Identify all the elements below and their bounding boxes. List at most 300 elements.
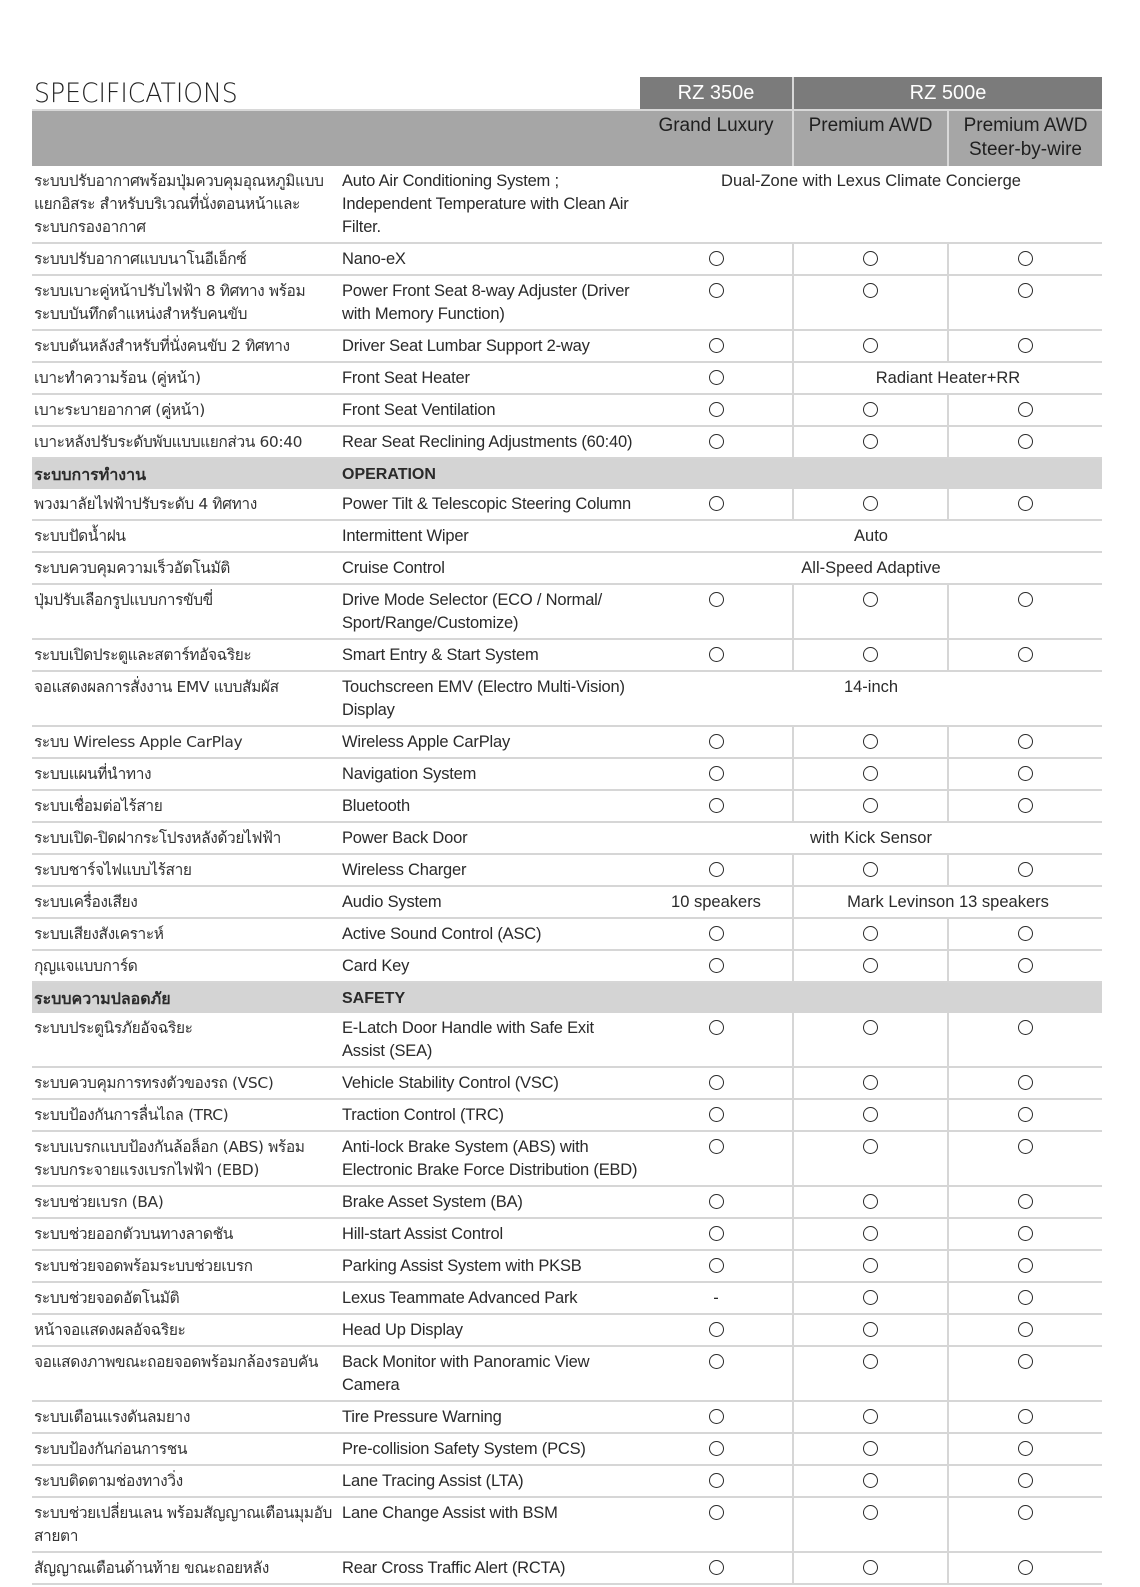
table-row xyxy=(32,330,1102,362)
feature-name-thai: จอแสดงภาพขณะถอยจอดพร้อมกล้องรอบคัน xyxy=(32,1346,338,1401)
circle-outline-icon xyxy=(863,402,878,417)
feature-name-english: Rear Cross Traffic Alert (RCTA) xyxy=(338,1552,640,1584)
value-cell xyxy=(793,275,948,330)
model-header-blank xyxy=(32,77,640,110)
circle-outline-icon xyxy=(863,592,878,607)
feature-name-thai: พวงมาลัยไฟฟ้าปรับระดับ 4 ทิศทาง xyxy=(32,489,338,520)
circle-outline-icon xyxy=(1018,958,1033,973)
value-cell xyxy=(793,1067,948,1099)
value-cell xyxy=(793,489,948,520)
value-cell xyxy=(793,726,948,758)
table-row xyxy=(32,918,1102,950)
value-cell xyxy=(948,1497,1102,1552)
specifications-table xyxy=(32,77,1102,1585)
value-cell xyxy=(640,790,793,822)
circle-outline-icon xyxy=(709,766,724,781)
feature-name-english: Wireless Charger xyxy=(338,854,640,886)
table-row xyxy=(32,639,1102,671)
table-row xyxy=(32,520,1102,552)
circle-outline-icon xyxy=(863,1354,878,1369)
circle-outline-icon xyxy=(1018,1290,1033,1305)
value-cell xyxy=(640,726,793,758)
table-row xyxy=(32,790,1102,822)
value-cell xyxy=(793,950,948,982)
feature-name-english: Head Up Display xyxy=(338,1314,640,1346)
value-cell xyxy=(793,1346,948,1401)
feature-name-english: Hill-start Assist Control xyxy=(338,1218,640,1250)
circle-outline-icon xyxy=(709,958,724,973)
circle-outline-icon xyxy=(709,251,724,266)
circle-outline-icon xyxy=(1018,1322,1033,1337)
circle-outline-icon xyxy=(863,251,878,266)
feature-name-thai: ระบบป้องกันก่อนการชน xyxy=(32,1433,338,1465)
value-cell xyxy=(948,1314,1102,1346)
value-cell xyxy=(948,1346,1102,1401)
value-cell xyxy=(948,394,1102,426)
table-row xyxy=(32,726,1102,758)
section-row xyxy=(32,982,1102,1013)
feature-name-english: Front Seat Ventilation xyxy=(338,394,640,426)
table-row xyxy=(32,1282,1102,1314)
feature-name-english: Card Key xyxy=(338,950,640,982)
feature-name-thai: สัญญาณเตือนด้านท้าย ขณะถอยหลัง xyxy=(32,1552,338,1584)
section-title-thai: ระบบการทำงาน xyxy=(32,458,338,489)
value-cell xyxy=(640,639,793,671)
value-cell xyxy=(793,639,948,671)
feature-name-english: Parking Assist System with PKSB xyxy=(338,1250,640,1282)
feature-name-english: Tire Pressure Warning xyxy=(338,1401,640,1433)
circle-outline-icon xyxy=(863,862,878,877)
circle-outline-icon xyxy=(863,958,878,973)
value-cell xyxy=(640,1186,793,1218)
value-cell xyxy=(640,426,793,458)
value-cell xyxy=(640,1346,793,1401)
value-cell xyxy=(948,1131,1102,1186)
circle-outline-icon xyxy=(1018,926,1033,941)
circle-outline-icon xyxy=(1018,338,1033,353)
value-text-cell: Radiant Heater+RR xyxy=(793,362,1102,394)
feature-name-thai: ระบบเปิด-ปิดฝากระโปรงหลังด้วยไฟฟ้า xyxy=(32,822,338,854)
table-row xyxy=(32,854,1102,886)
circle-outline-icon xyxy=(709,1258,724,1273)
value-text-cell: 14-inch xyxy=(640,671,1102,726)
feature-name-thai: ระบบ Wireless Apple CarPlay xyxy=(32,726,338,758)
circle-outline-icon xyxy=(863,1409,878,1424)
table-row xyxy=(32,671,1102,726)
circle-outline-icon xyxy=(709,798,724,813)
value-cell xyxy=(948,758,1102,790)
value-cell xyxy=(640,394,793,426)
circle-outline-icon xyxy=(709,1560,724,1575)
value-cell xyxy=(640,1067,793,1099)
feature-name-thai: ระบบเตือนแรงดันลมยาง xyxy=(32,1401,338,1433)
grade-header-blank xyxy=(32,110,640,166)
value-cell xyxy=(793,1131,948,1186)
circle-outline-icon xyxy=(709,1075,724,1090)
table-row xyxy=(32,426,1102,458)
table-row xyxy=(32,394,1102,426)
circle-outline-icon xyxy=(863,1322,878,1337)
value-cell xyxy=(948,1433,1102,1465)
table-row xyxy=(32,1250,1102,1282)
value-cell xyxy=(948,918,1102,950)
value-cell xyxy=(793,1465,948,1497)
feature-name-thai: ระบบแผนที่นำทาง xyxy=(32,758,338,790)
feature-name-english: Front Seat Heater xyxy=(338,362,640,394)
circle-outline-icon xyxy=(1018,734,1033,749)
circle-outline-icon xyxy=(709,1354,724,1369)
feature-name-thai: ระบบช่วยเปลี่ยนเลน พร้อมสัญญาณเตือนมุมอับสายตา xyxy=(32,1497,338,1552)
value-cell xyxy=(640,1465,793,1497)
feature-name-english: Power Tilt & Telescopic Steering Column xyxy=(338,489,640,520)
circle-outline-icon xyxy=(1018,496,1033,511)
feature-name-thai: ระบบเชื่อมต่อไร้สาย xyxy=(32,790,338,822)
feature-name-english: Lexus Teammate Advanced Park xyxy=(338,1282,640,1314)
value-cell xyxy=(793,394,948,426)
circle-outline-icon xyxy=(709,1505,724,1520)
circle-outline-icon xyxy=(709,283,724,298)
value-cell xyxy=(793,790,948,822)
value-cell xyxy=(640,1099,793,1131)
feature-name-english: Bluetooth xyxy=(338,790,640,822)
feature-name-english: Anti-lock Brake System (ABS) with Electronic Brake Force Distribution (EBD) xyxy=(338,1131,640,1186)
grade-header-premium-awd-steer-by-wire xyxy=(948,110,1102,166)
value-cell xyxy=(640,243,793,275)
value-cell xyxy=(640,1250,793,1282)
value-cell xyxy=(640,1401,793,1433)
table-row xyxy=(32,886,1102,918)
circle-outline-icon xyxy=(863,1020,878,1035)
feature-name-thai: ระบบปรับอากาศพร้อมปุ่มควบคุมอุณหภูมิแบบแยกอิสระ สำหรับบริเวณที่นั่งตอนหน้าและระบบกรองอากาศ xyxy=(32,166,338,243)
value-cell xyxy=(793,1013,948,1067)
feature-name-english: Power Front Seat 8-way Adjuster (Driver with Memory Function) xyxy=(338,275,640,330)
circle-outline-icon xyxy=(863,734,878,749)
section-row xyxy=(32,458,1102,489)
feature-name-english: Navigation System xyxy=(338,758,640,790)
feature-name-english: Lane Tracing Assist (LTA) xyxy=(338,1465,640,1497)
circle-outline-icon xyxy=(1018,1107,1033,1122)
value-cell xyxy=(640,950,793,982)
value-text-cell: Mark Levinson 13 speakers xyxy=(793,886,1102,918)
table-row xyxy=(32,584,1102,639)
value-cell xyxy=(793,1433,948,1465)
value-cell xyxy=(948,1552,1102,1584)
value-cell xyxy=(640,1314,793,1346)
value-cell xyxy=(948,726,1102,758)
circle-outline-icon xyxy=(863,1226,878,1241)
value-cell xyxy=(793,918,948,950)
circle-outline-icon xyxy=(709,1139,724,1154)
table-row xyxy=(32,1497,1102,1552)
circle-outline-icon xyxy=(709,592,724,607)
circle-outline-icon xyxy=(709,1473,724,1488)
circle-outline-icon xyxy=(863,1258,878,1273)
table-row xyxy=(32,1186,1102,1218)
circle-outline-icon xyxy=(863,283,878,298)
grade-label: Premium AWD xyxy=(963,115,1088,136)
value-cell xyxy=(948,489,1102,520)
value-cell xyxy=(793,1497,948,1552)
circle-outline-icon xyxy=(709,1322,724,1337)
feature-name-thai: หน้าจอแสดงผลอัจฉริยะ xyxy=(32,1314,338,1346)
section-title-thai: ระบบความปลอดภัย xyxy=(32,982,338,1013)
value-cell xyxy=(948,330,1102,362)
circle-outline-icon xyxy=(1018,1473,1033,1488)
table-row xyxy=(32,822,1102,854)
value-text-cell: 10 speakers xyxy=(640,886,793,918)
specifications-body xyxy=(32,166,1102,1584)
table-row xyxy=(32,275,1102,330)
table-row xyxy=(32,1099,1102,1131)
circle-outline-icon xyxy=(1018,251,1033,266)
circle-outline-icon xyxy=(863,1441,878,1456)
grade-header-premium-awd xyxy=(793,110,948,166)
value-cell xyxy=(640,275,793,330)
value-cell xyxy=(948,584,1102,639)
page-title: SPECIFICATIONS xyxy=(34,78,238,109)
circle-outline-icon xyxy=(709,1194,724,1209)
feature-name-thai: เบาะทำความร้อน (คู่หน้า) xyxy=(32,362,338,394)
feature-name-thai: ระบบเปิดประตูและสตาร์ทอัจฉริยะ xyxy=(32,639,338,671)
circle-outline-icon xyxy=(1018,402,1033,417)
table-row xyxy=(32,1401,1102,1433)
grade-label-line2: Steer-by-wire xyxy=(969,139,1082,160)
feature-name-thai: ระบบช่วยเบรก (BA) xyxy=(32,1186,338,1218)
feature-name-english: Audio System xyxy=(338,886,640,918)
model-header-rz350e: RZ 350e xyxy=(640,77,793,110)
circle-outline-icon xyxy=(709,862,724,877)
circle-outline-icon xyxy=(1018,1194,1033,1209)
table-row xyxy=(32,1013,1102,1067)
value-cell xyxy=(793,1250,948,1282)
feature-name-english: Vehicle Stability Control (VSC) xyxy=(338,1067,640,1099)
value-cell xyxy=(948,1218,1102,1250)
value-cell xyxy=(948,1401,1102,1433)
circle-outline-icon xyxy=(709,1409,724,1424)
circle-outline-icon xyxy=(863,766,878,781)
value-cell xyxy=(640,1552,793,1584)
grade-header-grand-luxury xyxy=(640,110,793,166)
circle-outline-icon xyxy=(863,1194,878,1209)
value-cell xyxy=(948,243,1102,275)
grade-header-row xyxy=(32,110,1102,166)
value-cell xyxy=(793,1314,948,1346)
circle-outline-icon xyxy=(709,434,724,449)
table-row xyxy=(32,1552,1102,1584)
value-cell xyxy=(640,362,793,394)
table-row xyxy=(32,1131,1102,1186)
feature-name-thai: ระบบควบคุมความเร็วอัตโนมัติ xyxy=(32,552,338,584)
circle-outline-icon xyxy=(1018,862,1033,877)
feature-name-thai: ระบบช่วยออกตัวบนทางลาดชัน xyxy=(32,1218,338,1250)
feature-name-english: Back Monitor with Panoramic View Camera xyxy=(338,1346,640,1401)
circle-outline-icon xyxy=(863,496,878,511)
value-cell xyxy=(640,918,793,950)
table-row xyxy=(32,243,1102,275)
circle-outline-icon xyxy=(1018,766,1033,781)
value-cell xyxy=(640,1497,793,1552)
value-text-cell: Dual-Zone with Lexus Climate Concierge xyxy=(640,166,1102,243)
value-cell xyxy=(640,330,793,362)
circle-outline-icon xyxy=(1018,1354,1033,1369)
circle-outline-icon xyxy=(1018,592,1033,607)
circle-outline-icon xyxy=(863,1473,878,1488)
circle-outline-icon xyxy=(1018,1226,1033,1241)
circle-outline-icon xyxy=(709,402,724,417)
feature-name-english: Power Back Door xyxy=(338,822,640,854)
value-cell xyxy=(948,1067,1102,1099)
feature-name-english: Pre-collision Safety System (PCS) xyxy=(338,1433,640,1465)
circle-outline-icon xyxy=(709,370,724,385)
circle-outline-icon xyxy=(709,926,724,941)
feature-name-thai: ระบบชาร์จไฟแบบไร้สาย xyxy=(32,854,338,886)
circle-outline-icon xyxy=(863,434,878,449)
value-cell xyxy=(640,1218,793,1250)
value-cell xyxy=(793,1186,948,1218)
circle-outline-icon xyxy=(1018,1139,1033,1154)
feature-name-thai: ระบบประตูนิรภัยอัจฉริยะ xyxy=(32,1013,338,1067)
value-cell xyxy=(640,758,793,790)
table-row xyxy=(32,552,1102,584)
circle-outline-icon xyxy=(1018,647,1033,662)
value-cell xyxy=(793,1099,948,1131)
value-cell xyxy=(793,1552,948,1584)
feature-name-thai: จอแสดงผลการสั่งงาน EMV แบบสัมผัส xyxy=(32,671,338,726)
feature-name-thai: ระบบควบคุมการทรงตัวของรถ (VSC) xyxy=(32,1067,338,1099)
value-cell xyxy=(793,1401,948,1433)
feature-name-thai: ระบบเบาะคู่หน้าปรับไฟฟ้า 8 ทิศทาง พร้อมระบบบันทึกตำแหน่งสำหรับคนขับ xyxy=(32,275,338,330)
table-row xyxy=(32,1218,1102,1250)
table-row xyxy=(32,362,1102,394)
value-cell xyxy=(948,426,1102,458)
circle-outline-icon xyxy=(863,798,878,813)
circle-outline-icon xyxy=(1018,1020,1033,1035)
value-cell xyxy=(948,1099,1102,1131)
feature-name-english: Nano-eX xyxy=(338,243,640,275)
feature-name-english: Traction Control (TRC) xyxy=(338,1099,640,1131)
value-cell xyxy=(948,639,1102,671)
circle-outline-icon xyxy=(1018,434,1033,449)
value-cell xyxy=(948,950,1102,982)
feature-name-thai: ระบบช่วยจอดอัตโนมัติ xyxy=(32,1282,338,1314)
circle-outline-icon xyxy=(709,1020,724,1035)
circle-outline-icon xyxy=(1018,1441,1033,1456)
circle-outline-icon xyxy=(863,1107,878,1122)
value-cell xyxy=(793,758,948,790)
table-row xyxy=(32,1314,1102,1346)
table-row xyxy=(32,1067,1102,1099)
value-cell xyxy=(948,790,1102,822)
value-cell xyxy=(948,1282,1102,1314)
value-cell xyxy=(640,1131,793,1186)
section-title-english: SAFETY xyxy=(338,982,1102,1013)
feature-name-thai: กุญแจแบบการ์ด xyxy=(32,950,338,982)
circle-outline-icon xyxy=(863,1290,878,1305)
value-cell xyxy=(948,1013,1102,1067)
circle-outline-icon xyxy=(709,1441,724,1456)
value-cell xyxy=(640,1433,793,1465)
table-row xyxy=(32,950,1102,982)
value-cell xyxy=(793,854,948,886)
value-cell xyxy=(793,584,948,639)
circle-outline-icon xyxy=(709,1107,724,1122)
feature-name-thai: ระบบป้องกันการลื่นไถล (TRC) xyxy=(32,1099,338,1131)
circle-outline-icon xyxy=(709,496,724,511)
circle-outline-icon xyxy=(1018,798,1033,813)
circle-outline-icon xyxy=(863,647,878,662)
value-cell xyxy=(948,1465,1102,1497)
value-cell xyxy=(793,330,948,362)
circle-outline-icon xyxy=(1018,1560,1033,1575)
circle-outline-icon xyxy=(709,1226,724,1241)
not-available-dash: - xyxy=(713,1289,719,1307)
value-cell xyxy=(948,275,1102,330)
table-row xyxy=(32,489,1102,520)
circle-outline-icon xyxy=(709,338,724,353)
circle-outline-icon xyxy=(709,734,724,749)
feature-name-english: Rear Seat Reclining Adjustments (60:40) xyxy=(338,426,640,458)
feature-name-english: Intermittent Wiper xyxy=(338,520,640,552)
value-text-cell: with Kick Sensor xyxy=(640,822,1102,854)
value-cell xyxy=(948,1250,1102,1282)
circle-outline-icon xyxy=(863,1505,878,1520)
circle-outline-icon xyxy=(709,647,724,662)
feature-name-english: Smart Entry & Start System xyxy=(338,639,640,671)
circle-outline-icon xyxy=(863,926,878,941)
model-header-rz500e: RZ 500e xyxy=(793,77,1102,110)
feature-name-english: Auto Air Conditioning System ; Independent Temperature with Clean Air Filter. xyxy=(338,166,640,243)
circle-outline-icon xyxy=(863,1139,878,1154)
circle-outline-icon xyxy=(1018,1258,1033,1273)
feature-name-english: Cruise Control xyxy=(338,552,640,584)
value-cell xyxy=(640,489,793,520)
feature-name-thai: เบาะระบายอากาศ (คู่หน้า) xyxy=(32,394,338,426)
feature-name-english: Drive Mode Selector (ECO / Normal/ Sport/Range/Customize) xyxy=(338,584,640,639)
feature-name-english: Touchscreen EMV (Electro Multi-Vision) Display xyxy=(338,671,640,726)
circle-outline-icon xyxy=(863,1560,878,1575)
circle-outline-icon xyxy=(1018,283,1033,298)
value-cell xyxy=(948,854,1102,886)
value-cell xyxy=(793,1218,948,1250)
feature-name-english: E-Latch Door Handle with Safe Exit Assist (SEA) xyxy=(338,1013,640,1067)
feature-name-thai: ระบบเครื่องเสียง xyxy=(32,886,338,918)
feature-name-thai: ปุ่มปรับเลือกรูปแบบการขับขี่ xyxy=(32,584,338,639)
value-text-cell: All-Speed Adaptive xyxy=(640,552,1102,584)
table-row xyxy=(32,1346,1102,1401)
feature-name-english: Brake Asset System (BA) xyxy=(338,1186,640,1218)
feature-name-thai: ระบบติดตามช่องทางวิ่ง xyxy=(32,1465,338,1497)
table-row xyxy=(32,758,1102,790)
feature-name-thai: ระบบปรับอากาศแบบนาโนอีเอ็กซ์ xyxy=(32,243,338,275)
feature-name-thai: ระบบดันหลังสำหรับที่นั่งคนขับ 2 ทิศทาง xyxy=(32,330,338,362)
feature-name-english: Wireless Apple CarPlay xyxy=(338,726,640,758)
circle-outline-icon xyxy=(863,338,878,353)
grade-label: Grand Luxury xyxy=(658,115,774,136)
circle-outline-icon xyxy=(863,1075,878,1090)
feature-name-thai: เบาะหลังปรับระดับพับแบบแยกส่วน 60:40 xyxy=(32,426,338,458)
feature-name-english: Lane Change Assist with BSM xyxy=(338,1497,640,1552)
value-cell xyxy=(640,854,793,886)
table-row xyxy=(32,166,1102,243)
value-cell xyxy=(640,1013,793,1067)
feature-name-english: Active Sound Control (ASC) xyxy=(338,918,640,950)
value-cell xyxy=(948,1186,1102,1218)
value-cell xyxy=(640,1282,793,1314)
value-cell xyxy=(793,426,948,458)
value-cell xyxy=(640,584,793,639)
section-title-english: OPERATION xyxy=(338,458,1102,489)
value-text-cell: Auto xyxy=(640,520,1102,552)
